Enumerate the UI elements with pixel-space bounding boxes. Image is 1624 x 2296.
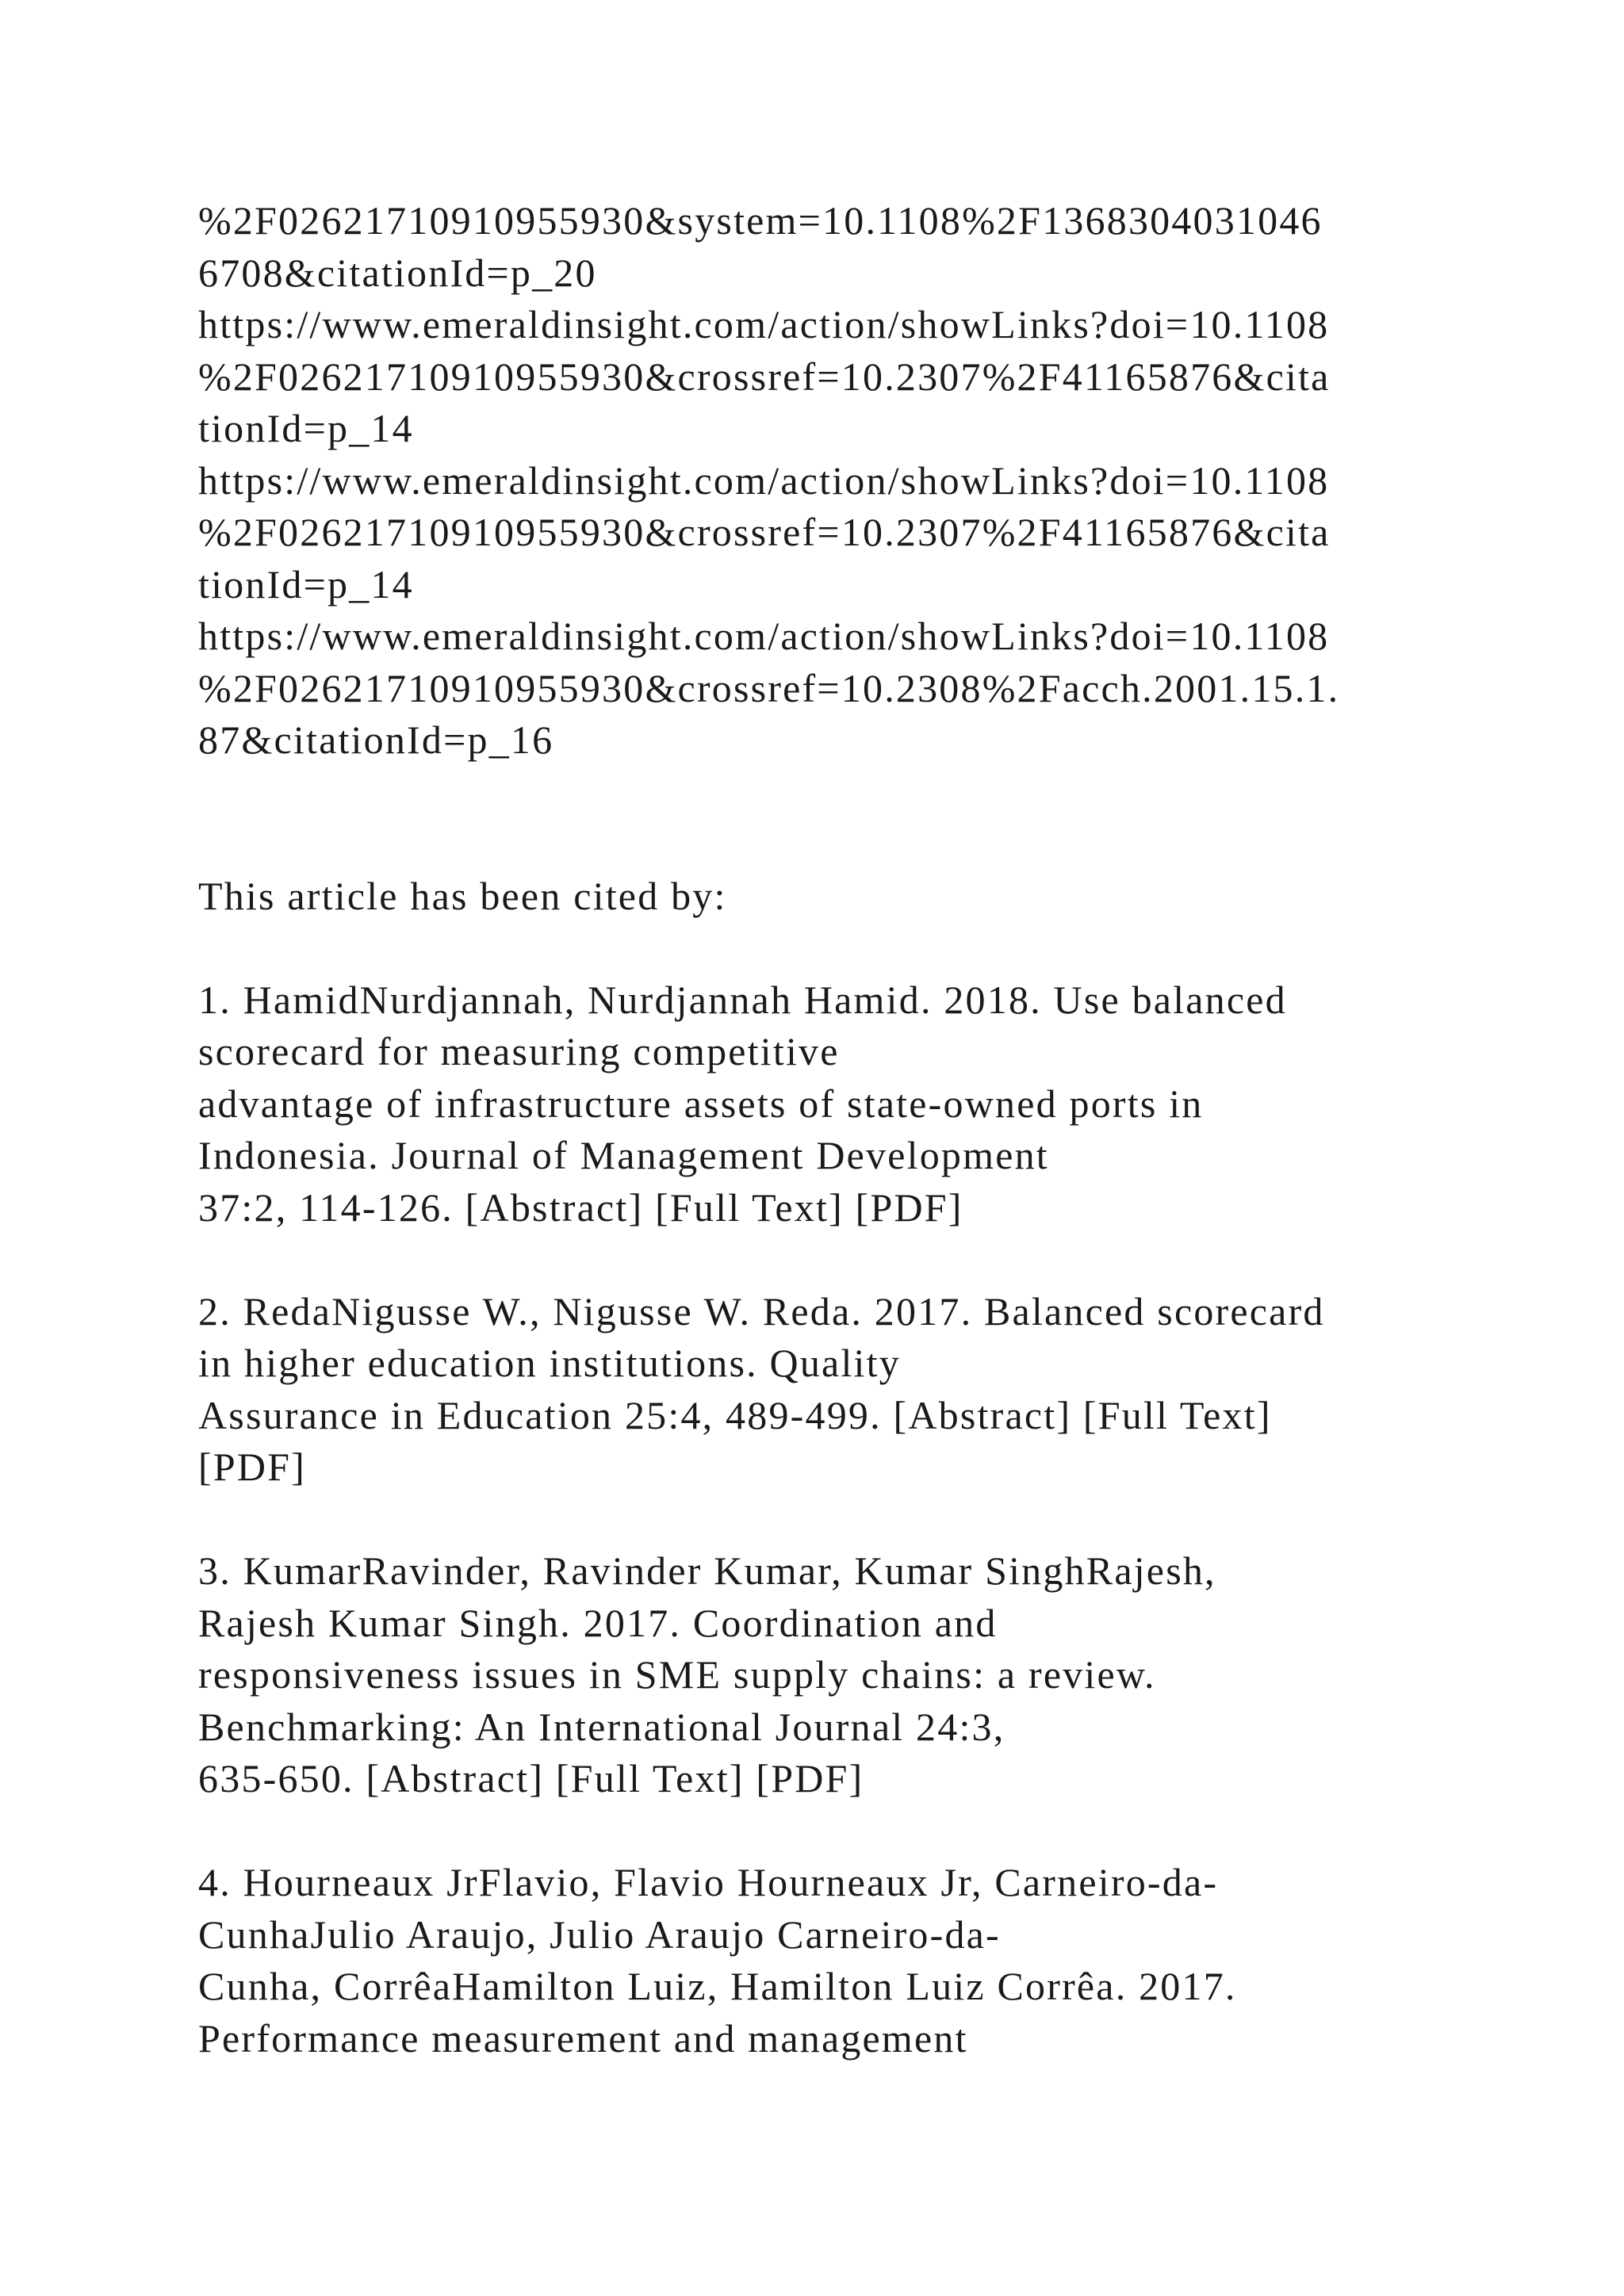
- link-line: 87&citationId=p_16: [198, 718, 554, 762]
- cited-by-heading: This article has been cited by:: [198, 873, 727, 918]
- citation-line: 1. HamidNurdjannah, Nurdjannah Hamid. 2018. Use balanced: [198, 977, 1287, 1022]
- citation-line: 37:2, 114-126. [Abstract] [Full Text] [PDF]: [198, 1184, 963, 1230]
- spacer: [198, 767, 1499, 871]
- citation-entry-2: [198, 1286, 1499, 1494]
- spacer: [198, 1494, 1499, 1546]
- document-page: [198, 195, 1499, 2064]
- citation-entry-3: [198, 1545, 1499, 1805]
- citation-line: Indonesia. Journal of Management Development: [198, 1133, 1049, 1177]
- link-line: %2F02621710910955930&system=10.1108%2F1368304031046: [198, 198, 1323, 243]
- citation-entry-4: [198, 1857, 1499, 2064]
- citation-line: advantage of infrastructure assets of state-owned ports in: [198, 1081, 1204, 1126]
- citation-line: in higher education institutions. Quality: [198, 1341, 901, 1385]
- citation-line: Rajesh Kumar Singh. 2017. Coordination and: [198, 1600, 998, 1645]
- link-line: %2F02621710910955930&crossref=10.2307%2F41165876&cita: [198, 354, 1331, 399]
- spacer: [198, 1805, 1499, 1858]
- citation-line: Benchmarking: An International Journal 24:3,: [198, 1704, 1005, 1749]
- citation-line: 635-650. [Abstract] [Full Text] [PDF]: [198, 1756, 864, 1800]
- link-line: https://www.emeraldinsight.com/action/showLinks?doi=10.1108: [198, 302, 1330, 346]
- link-line: https://www.emeraldinsight.com/action/showLinks?doi=10.1108: [198, 614, 1330, 658]
- citation-line: Cunha, CorrêaHamilton Luiz, Hamilton Luiz Corrêa. 2017.: [198, 1964, 1237, 2008]
- spacer: [198, 922, 1499, 974]
- citation-line: CunhaJulio Araujo, Julio Araujo Carneiro-da-: [198, 1911, 1001, 1957]
- citation-line: Assurance in Education 25:4, 489-499. [Abstract] [Full Text]: [198, 1392, 1272, 1437]
- citation-entry-1: [198, 974, 1499, 1234]
- link-line: %2F02621710910955930&crossref=10.2307%2F41165876&cita: [198, 510, 1331, 554]
- citation-line: scorecard for measuring competitive: [198, 1029, 840, 1073]
- citation-line: 4. Hourneaux JrFlavio, Flavio Hourneaux Jr, Carneiro-da-: [198, 1860, 1219, 1904]
- link-line: tionId=p_14: [198, 561, 414, 607]
- citation-line: Performance measurement and management: [198, 2015, 968, 2061]
- citation-line: [PDF]: [198, 1445, 307, 1489]
- link-line: tionId=p_14: [198, 406, 414, 450]
- spacer: [198, 1234, 1499, 1286]
- link-line: %2F02621710910955930&crossref=10.2308%2Facch.2001.15.1.: [198, 665, 1340, 710]
- citation-line: responsiveness issues in SME supply chains: a review.: [198, 1652, 1156, 1697]
- link-line: https://www.emeraldinsight.com/action/showLinks?doi=10.1108: [198, 457, 1330, 503]
- citation-line: 3. KumarRavinder, Ravinder Kumar, Kumar SinghRajesh,: [198, 1548, 1216, 1593]
- reference-links-block: [198, 195, 1499, 767]
- link-line: 6708&citationId=p_20: [198, 250, 597, 295]
- citation-line: 2. RedaNigusse W., Nigusse W. Reda. 2017. Balanced scorecard: [198, 1288, 1325, 1334]
